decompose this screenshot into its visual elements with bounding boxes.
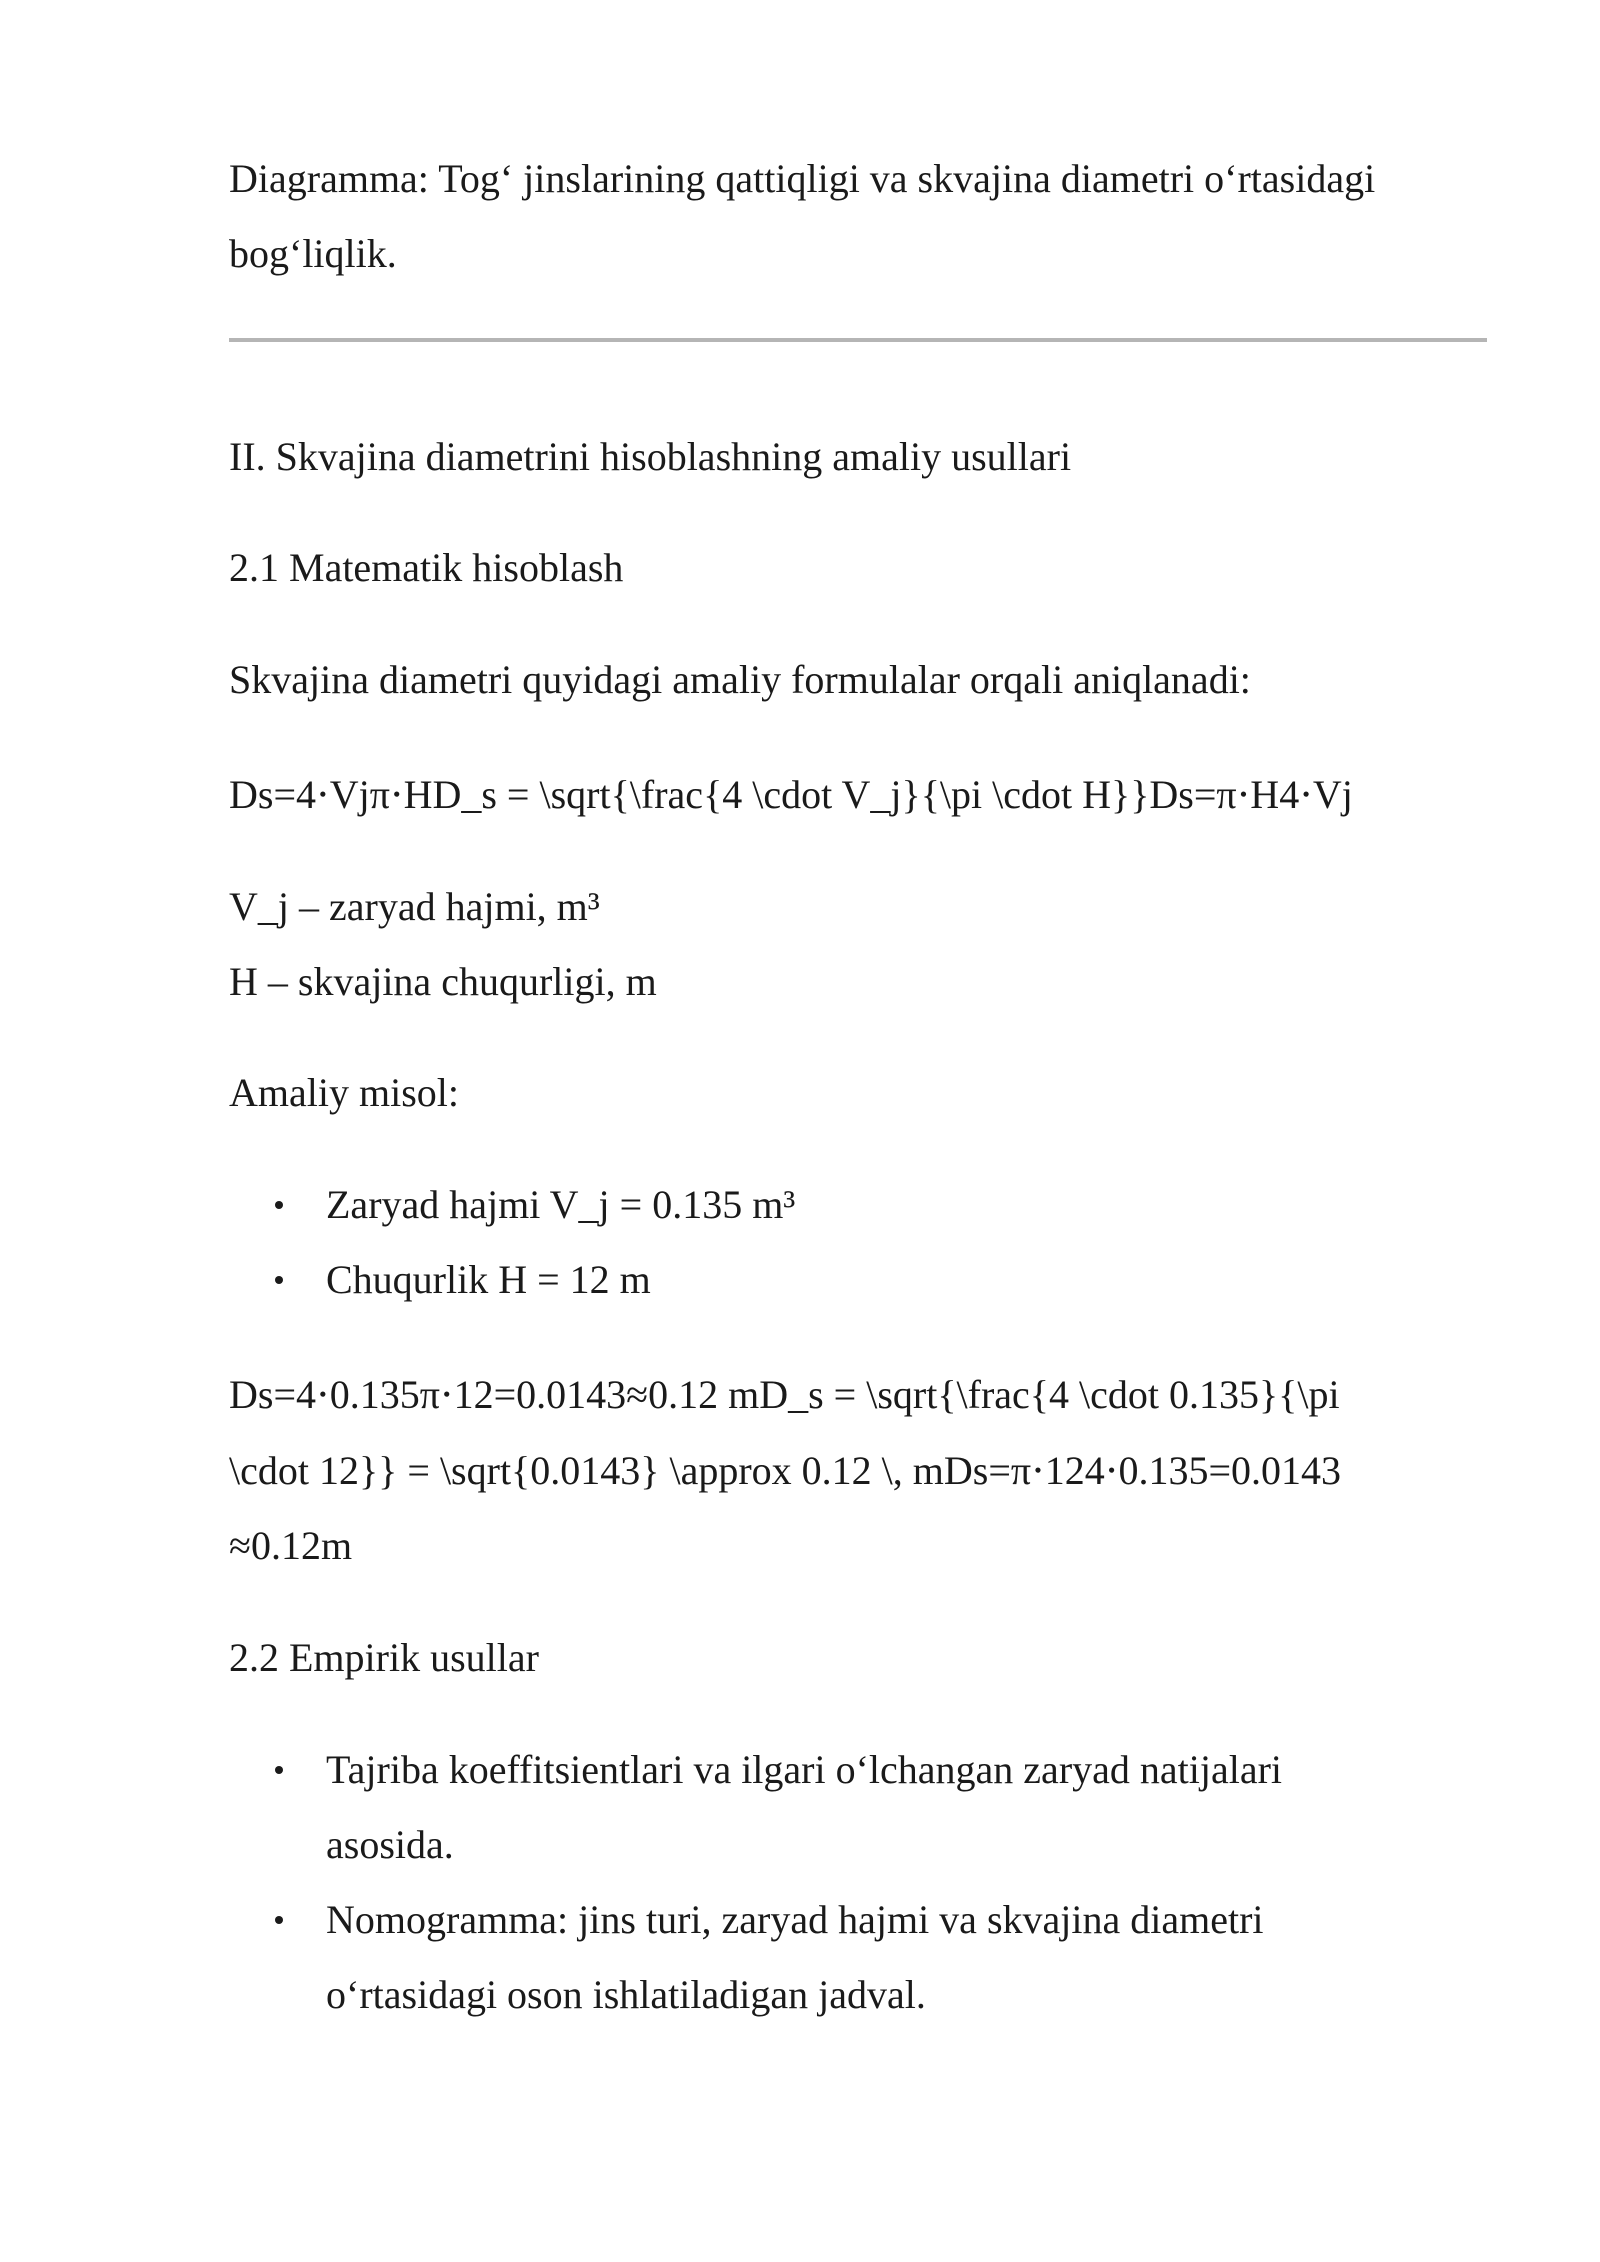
figure-caption-line-2: bog‘liqlik. <box>229 231 397 276</box>
list-item-text: Nomogramma: jins turi, zaryad hajmi va skvajina diametri <box>326 1897 1264 1942</box>
section-heading: II. Skvajina diametrini hisoblashning amaliy usullari <box>229 434 1072 479</box>
list-item-text: Zaryad hajmi V_j = 0.135 m³ <box>326 1182 796 1227</box>
list-item-text: asosida. <box>326 1822 454 1867</box>
bullet-icon <box>275 1766 283 1774</box>
result-line-2: \cdot 12}} = \sqrt{0.0143} \approx 0.12 \, mDs​=π⋅124⋅0.135​​=0.0143 <box>229 1448 1342 1493</box>
bullet-icon <box>275 1201 283 1209</box>
definition-h: H – skvajina chuqurligi, m <box>229 959 657 1004</box>
list-item-text: o‘rtasidagi oson ishlatiladigan jadval. <box>326 1972 926 2017</box>
example-label: Amaliy misol: <box>229 1070 459 1115</box>
definition-vj: V_j – zaryad hajmi, m³ <box>229 884 600 929</box>
figure-caption-line-1: Diagramma: Tog‘ jinslarining qattiqligi va skvajina diametri o‘rtasidagi <box>229 156 1376 201</box>
formula-intro: Skvajina diametri quyidagi amaliy formulalar orqali aniqlanadi: <box>229 657 1251 702</box>
result-line-3: ​≈0.12m <box>229 1523 353 1568</box>
result-line-1: Ds=4⋅0.135π⋅12=0.0143≈0.12 mD_s = \sqrt{\frac{4 \cdot 0.135}{\pi <box>229 1372 1340 1417</box>
subsection-heading-2-1: 2.1 Matematik hisoblash <box>229 545 624 590</box>
horizontal-divider <box>229 338 1487 342</box>
bullet-icon <box>275 1916 283 1924</box>
bullet-icon <box>275 1276 283 1284</box>
list-item-text: Chuqurlik H = 12 m <box>326 1257 651 1302</box>
formula-diameter: Ds=4⋅Vjπ⋅HD_s = \sqrt{\frac{4 \cdot V_j}{\pi \cdot H}}Ds​=π⋅H4⋅Vj​​​ <box>229 772 1353 817</box>
subsection-heading-2-2: 2.2 Empirik usullar <box>229 1635 539 1680</box>
list-item-text: Tajriba koeffitsientlari va ilgari o‘lchangan zaryad natijalari <box>326 1747 1283 1792</box>
